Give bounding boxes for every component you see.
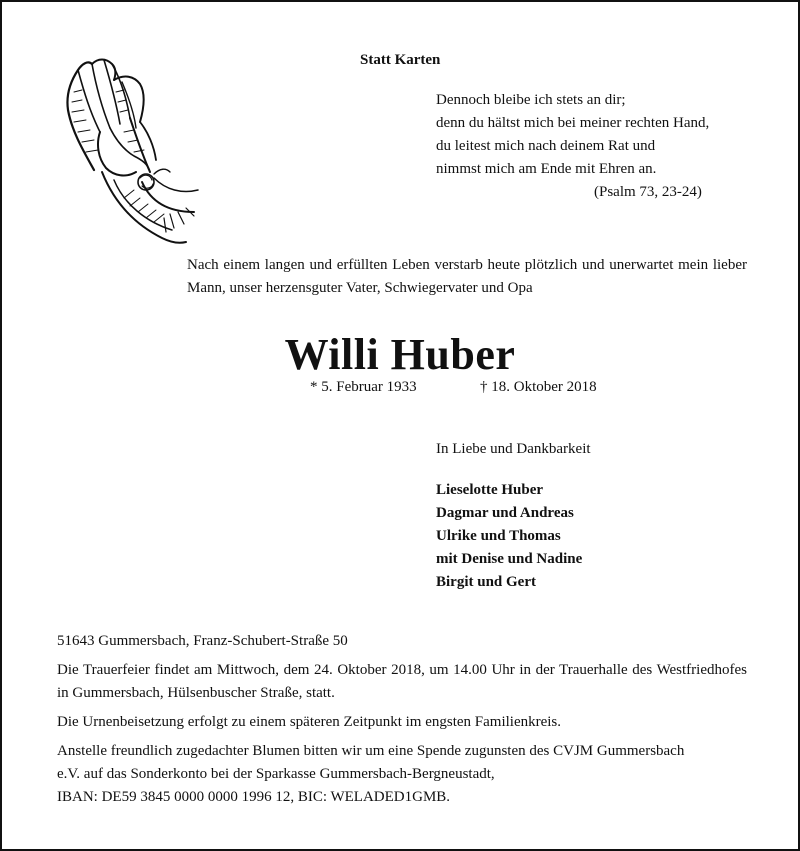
verse-line: du leitest mich nach deinem Rat und	[436, 138, 656, 154]
verse-citation: (Psalm 73, 23-24)	[594, 184, 702, 200]
praying-hands-icon	[54, 52, 202, 248]
verse-line: nimmst mich am Ende mit Ehren an.	[436, 161, 657, 177]
bible-verse	[436, 89, 709, 204]
deceased-name: Willi Huber	[284, 330, 516, 379]
notice-details	[57, 630, 747, 815]
verse-line: denn du hältst mich bei meiner rechten Hand,	[436, 115, 710, 131]
bank-details: IBAN: DE59 3845 0000 0000 1996 12, BIC: WELADED1GMB.	[57, 789, 451, 805]
verse-line: Dennoch bleibe ich stets an dir;	[436, 92, 626, 108]
birth-date: * 5. Februar 1933	[310, 379, 417, 395]
donation-info	[57, 740, 747, 809]
urn-burial-info: Die Urnenbeisetzung erfolgt zu einem späteren Zeitpunkt im engsten Familienkreis.	[57, 714, 562, 730]
mourners-intro: In Liebe und Dankbarkeit	[436, 441, 591, 457]
mourner: Birgit und Gert	[436, 574, 536, 590]
mourner: mit Denise und Nadine	[436, 551, 583, 567]
donation-line: Anstelle freundlich zugedachter Blumen bitten wir um eine Spende zugunsten des CVJM Gummersbach	[57, 743, 685, 759]
death-date: † 18. Oktober 2018	[480, 379, 597, 395]
donation-line: e.V. auf das Sonderkonto bei der Sparkasse Gummersbach-Bergneustadt,	[57, 766, 495, 782]
mourner: Dagmar und Andreas	[436, 505, 574, 521]
header-statt-karten: Statt Karten	[360, 52, 441, 68]
mourners-list	[436, 479, 582, 594]
funeral-info: Die Trauerfeier findet am Mittwoch, dem 24. Oktober 2018, um 14.00 Uhr in der Trauerhalle des Westfriedhofes in Gummersbach, Hülsenbuscher Straße, statt.	[57, 662, 747, 701]
intro-text: Nach einem langen und erfüllten Leben verstarb heute plötzlich und unerwartet mein lieber Mann, unser herzensguter Vater, Schwiegervater und Opa	[187, 257, 747, 296]
mourner: Ulrike und Thomas	[436, 528, 561, 544]
family-address: 51643 Gummersbach, Franz-Schubert-Straße 50	[57, 633, 348, 649]
mourner: Lieselotte Huber	[436, 482, 544, 498]
